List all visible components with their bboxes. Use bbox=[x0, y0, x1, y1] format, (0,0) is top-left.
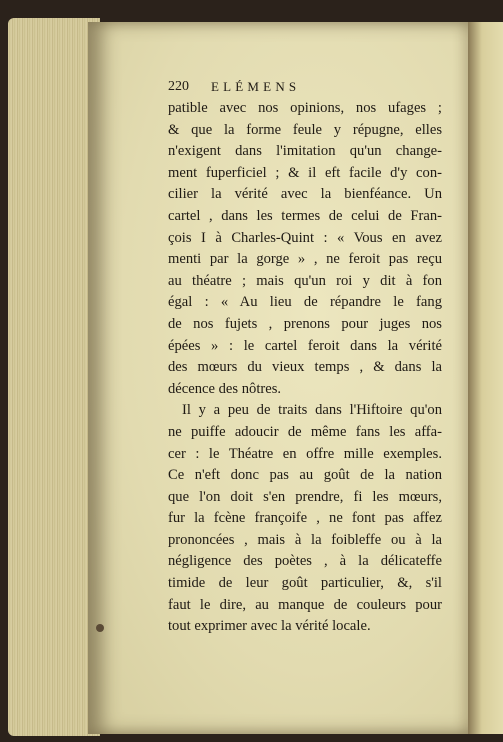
text-line: épées » : le cartel feroit dans la vérité bbox=[168, 337, 442, 354]
text-line: timide de leur goût particulier, &, s'il bbox=[168, 575, 442, 592]
ink-spot bbox=[96, 624, 104, 632]
next-page-edge bbox=[468, 22, 503, 734]
text-line: cilier la vérité avec la bienféance. Un bbox=[168, 186, 442, 203]
text-line: au théatre ; mais qu'un roi y dit à fon bbox=[168, 272, 442, 289]
text-line: Ce n'eft donc pas au goût de la nation bbox=[168, 467, 442, 484]
text-line: égal : « Au lieu de répandre le fang bbox=[168, 294, 442, 311]
text-line: des mœurs du vieux temps , & dans la bbox=[168, 359, 442, 376]
page-header bbox=[168, 78, 442, 98]
page-edges bbox=[8, 18, 100, 736]
text-line: fur la fcène françoife , ne font pas affez bbox=[168, 510, 442, 527]
body-text bbox=[168, 98, 442, 638]
text-line: çois I à Charles-Quint : « Vous en avez bbox=[168, 229, 442, 246]
text-line: cer : le Théatre en offre mille exemples. bbox=[168, 445, 442, 462]
page-number: 220 bbox=[168, 79, 189, 95]
text-line: Il y a peu de traits dans l'Hiftoire qu'on bbox=[182, 402, 442, 419]
text-line: patible avec nos opinions, nos ufages ; bbox=[168, 100, 442, 116]
text-line: menti par la gorge » , ne feroit pas reçu bbox=[168, 251, 442, 268]
text-line: de nos fujets , prenons pour juges nos bbox=[168, 315, 442, 332]
text-line: faut le dire, au manque de couleurs pour bbox=[168, 596, 442, 613]
text-line: ment fuperficiel ; & il eft facile d'y con- bbox=[168, 164, 442, 181]
running-head: ELÉMENS bbox=[211, 79, 301, 95]
text-line: décence des nôtres. bbox=[168, 380, 282, 397]
text-line: & que la forme feule y répugne, elles bbox=[168, 121, 442, 138]
text-line: que l'on doit s'en prendre, fi les mœurs, bbox=[168, 488, 442, 505]
text-line: négligence des poètes , à la délicateffe bbox=[168, 553, 442, 570]
text-line: cartel , dans les termes de celui de Fran- bbox=[168, 207, 442, 224]
text-line: prononcées , mais à la foibleffe ou à la bbox=[168, 531, 442, 548]
text-line: n'exigent dans l'imitation qu'un change- bbox=[168, 143, 442, 160]
text-line: tout exprimer avec la vérité locale. bbox=[168, 618, 371, 635]
page-text bbox=[168, 78, 442, 638]
text-line: ne puiffe adoucir de même fans les affa- bbox=[168, 423, 442, 440]
